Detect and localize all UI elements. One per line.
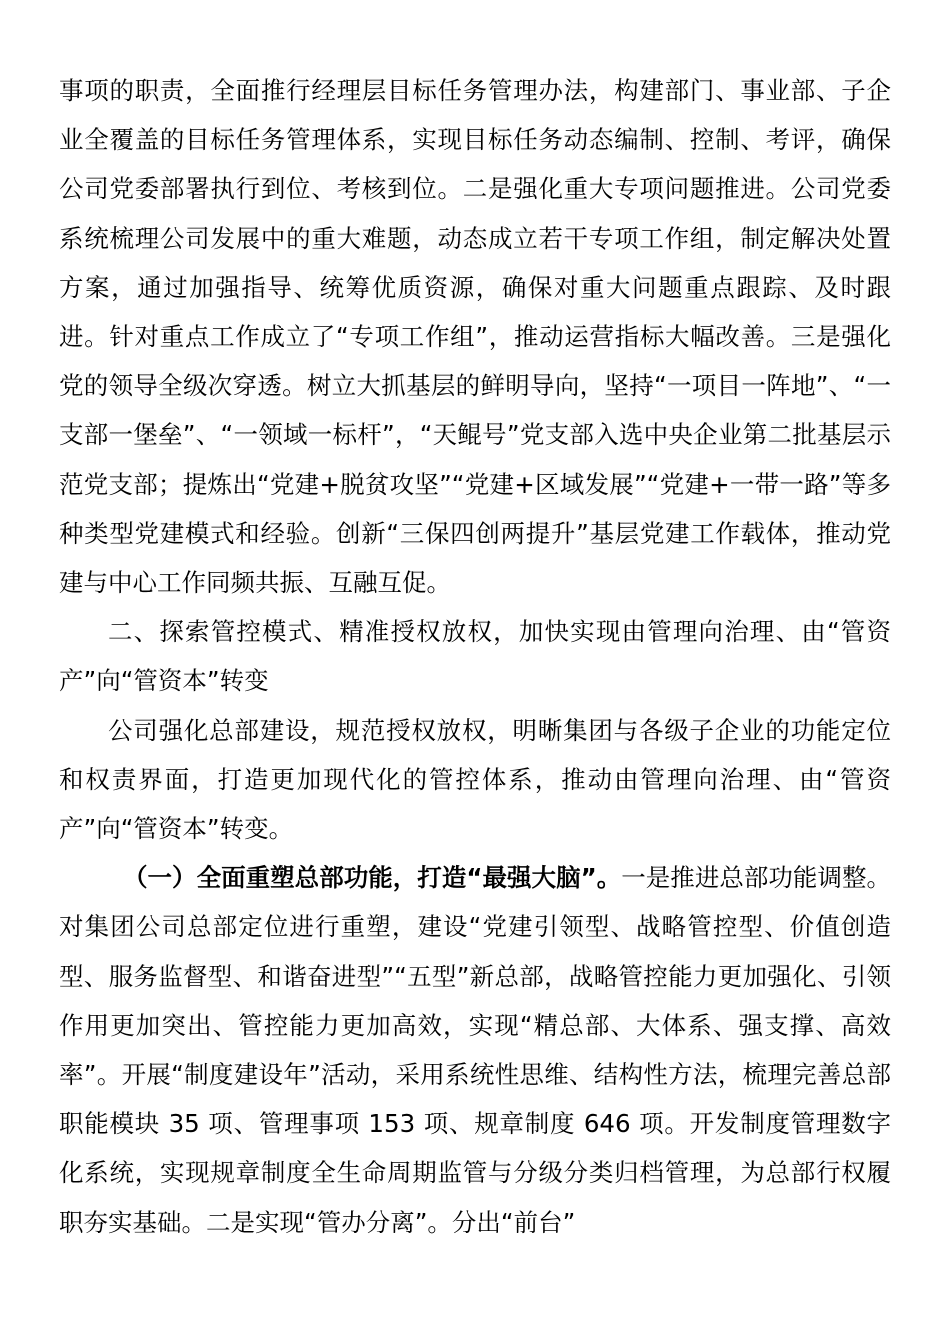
- body-paragraph-4-text: 一是推进总部功能调整。对集团公司总部定位进行重塑，建设“党建引领型、战略管控型、价值创造型、服务监督型、和谐奋进型”“五型”新总部，战略管控能力更加强化、引领作用更加突出、管控能力更加高效，实现“精总部、大体系、强支撑、高效率”。开展“制度建设年”活动，采用系统性思维、结构性方法，梳理完善总部职能模块 35 项、管理事项 153 项、规章制度 646 项。开发制度管理数字化系统，实现规章制度全生命周期监管与分级分类归档管理，为总部行权履职夯实基础。二是实现“管办分离”。分出“前台”: [59, 863, 892, 1237]
- section-heading-2: 二、探索管控模式、精准授权放权，加快实现由管理向治理、由“管资产”向“管资本”转变: [59, 617, 891, 696]
- body-paragraph-3: 公司强化总部建设，规范授权放权，明晰集团与各级子企业的功能定位和权责界面，打造更加现代化的管控体系，推动由管理向治理、由“管资产”向“管资本”转变。: [59, 715, 891, 844]
- body-paragraph-1: 事项的职责，全面推行经理层目标任务管理办法，构建部门、事业部、子企业全覆盖的目标任务管理体系，实现目标任务动态编制、控制、考评，确保公司党委部署执行到位、考核到位。二是强化重大专项问题推进。公司党委系统梳理公司发展中的重大难题，动态成立若干专项工作组，制定解决处置方案，通过加强指导、统筹优质资源，确保对重大问题重点跟踪、及时跟进。针对重点工作成立了“专项工作组”，推动运营指标大幅改善。三是强化党的领导全级次穿透。树立大抓基层的鲜明导向，坚持“一项目一阵地”、“一支部一堡垒”、“一领域一标杆”，“天鲲号”党支部入选中央企业第二批基层示范党支部；提炼出“党建+脱贫攻坚”“党建+区域发展”“党建+一带一路”等多种类型党建模式和经验。创新“三保四创两提升”基层党建工作载体，推动党建与中心工作同频共振、互融互促。: [59, 76, 891, 598]
- document-page: [59, 66, 891, 1247]
- subsection-heading: （一）全面重塑总部功能，打造“最强大脑”。: [123, 863, 622, 893]
- body-paragraph-4: [59, 853, 891, 1247]
